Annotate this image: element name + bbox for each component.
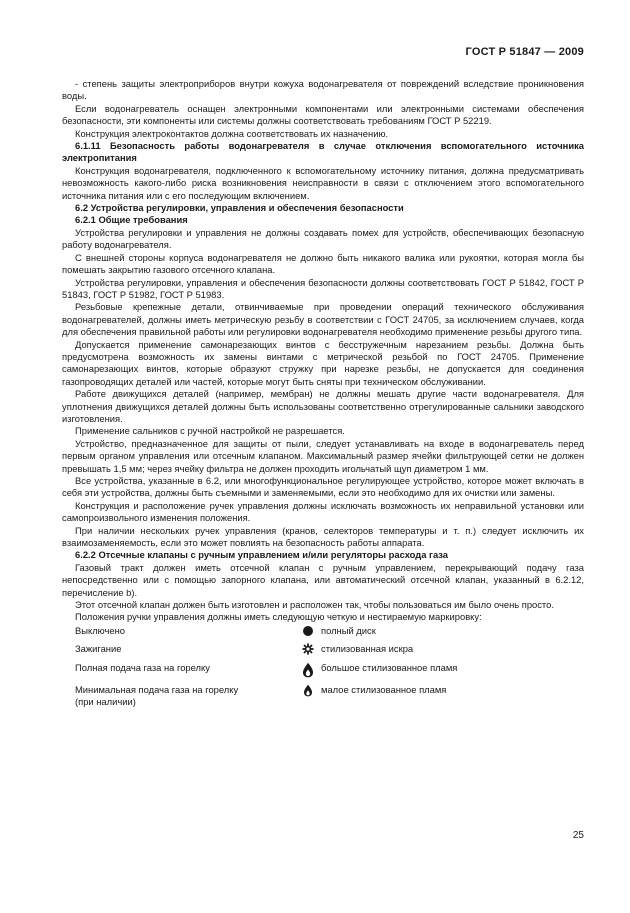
position-label: Выключено bbox=[75, 624, 125, 636]
paragraph: Этот отсечной клапан должен быть изготовлен и расположен так, чтобы пользоваться им было очень просто. bbox=[75, 599, 554, 611]
legend-row bbox=[75, 684, 584, 709]
spark-icon bbox=[295, 643, 321, 655]
paragraph: С внешней стороны корпуса водонагревателя не должно быть никакого валика или рукоятки, которая могла бы помешать закрытию газового отсечного клапана. bbox=[62, 251, 584, 276]
paragraph: При наличии нескольких ручек управления (кранов, селекторов температуры и т. п.) следует исключить их взаимозаменяемость, если это может повлиять на безопасность работы аппарата. bbox=[62, 524, 584, 549]
page-number: 25 bbox=[572, 830, 584, 841]
paragraph: Устройство, предназначенное для защиты от пыли, следует устанавливать на входе в водонагреватель перед первым органом управления или отсечным клапаном. Максимальный размер ячейки фильтрующей сетки не должен превышать 1,5 мм; через ячейку фильтра не должен проходить игольчатый щуп диаметром 1 мм. bbox=[62, 437, 584, 474]
marking-label: стилизованная искра bbox=[321, 643, 414, 655]
paragraph: Устройства регулировки, управления и обеспечения безопасности должны соответствовать ГОСТ Р 51842, ГОСТ Р 51843, ГОСТ Р 51982, ГОСТ Р 51983. bbox=[62, 276, 584, 300]
document-body bbox=[62, 78, 584, 715]
paragraph: Газовый тракт должен иметь отсечной клапан с ручным управлением, перекрывающий подачу газа непосредственно или с помощью запорного клапана, или автоматический отсечной клапан, указанный в 6.2.12, перечисление b). bbox=[62, 561, 584, 598]
legend-row bbox=[75, 643, 584, 655]
small-flame-icon bbox=[295, 684, 321, 697]
paragraph: Работе движущихся деталей (например, мембран) не должны мешать другие части водонагревателя. Для уплотнения движущихся деталей должны быть использованы соответственно отрегулированные сальники заводского изготовления. bbox=[62, 388, 584, 424]
paragraph: Допускается применение самонарезающих винтов с бесстружечным нарезанием резьбы. Должна быть предусмотрена возможность их замены винтами с метрической резьбой по ГОСТ 24705. Применение самонарезающих винтов, которые образуют стружку при нарезке резьбы, не допускается для соединения газопроводящих деталей или частей, которые могут быть сняты при техническом обслуживании. bbox=[62, 338, 584, 387]
paragraph: Конструкция водонагревателя, подключенного к вспомогательному источнику питания, должна предусматривать невозможность какого-либо риска возникновения неисправности в связи с отключением этого вспомогательного источника питания или с его последующим включением. bbox=[62, 164, 584, 201]
paragraph: Конструкция и расположение ручек управления должны исключать возможность их неправильной установки или самопроизвольного изменения положения. bbox=[62, 499, 584, 524]
marking-label: большое стилизованное пламя bbox=[321, 661, 458, 673]
full-disk-icon bbox=[295, 625, 321, 637]
paragraph: - степень защиты электроприборов внутри кожуха водонагревателя от повреждений вследствие проникновения воды. bbox=[62, 78, 584, 102]
legend-row bbox=[75, 662, 584, 678]
position-label: Минимальная подача газа на горелку bbox=[75, 683, 239, 695]
section-heading: 6.2 Устройства регулировки, управления и обеспечения безопасности bbox=[75, 202, 404, 214]
section-heading: 6.1.11 Безопасность работы водонагревателя в случае отключения вспомогательного источника электропитания bbox=[62, 140, 584, 164]
section-heading: 6.2.2 Отсечные клапаны с ручным управлением и/или регуляторы расхода газа bbox=[75, 549, 449, 561]
document-header: ГОСТ Р 51847 — 2009 bbox=[465, 46, 584, 58]
marking-legend bbox=[75, 625, 584, 709]
position-label-group bbox=[75, 684, 295, 709]
paragraph: Устройства регулировки и управления не должны создавать помех для устройств, обеспечивающих безопасную работу водонагревателя. bbox=[62, 226, 584, 251]
paragraph: Если водонагреватель оснащен электронными компонентами или электронными системами обеспечения безопасности, эти компоненты или системы должны соответствовать требованиям ГОСТ Р 52219. bbox=[62, 102, 584, 127]
large-flame-icon bbox=[295, 662, 321, 678]
section-heading: 6.2.1 Общие требования bbox=[75, 214, 188, 226]
paragraph: Резьбовые крепежные детали, отвинчиваемые при проведении операций технического обслуживания водонагревателей, должны иметь метрическую резьбу в соответствии с ГОСТ 24705, за исключением случаев, когда для обеспечения правильной работы или регулировки водонагревателя необходимо применение резьбы другого типа. bbox=[62, 301, 584, 338]
position-label: Полная подача газа на горелку bbox=[75, 661, 210, 673]
paragraph: Применение сальников с ручной настройкой не разрешается. bbox=[75, 425, 345, 437]
paragraph: Все устройства, указанные в 6.2, или многофункциональное регулирующее устройство, которое может включать в себя эти устройства, должны быть съемными и заменяемыми, если это необходимо для их очистки или замены. bbox=[62, 475, 584, 499]
position-note: (при наличии) bbox=[75, 696, 136, 708]
position-label: Зажигание bbox=[75, 643, 122, 655]
legend-row bbox=[75, 625, 584, 637]
marking-label: полный диск bbox=[321, 624, 376, 636]
paragraph: Положения ручки управления должны иметь следующую четкую и нестираемую маркировку: bbox=[75, 611, 482, 623]
paragraph: Конструкция электроконтактов должна соответствовать их назначению. bbox=[75, 127, 389, 139]
marking-label: малое стилизованное пламя bbox=[321, 683, 447, 695]
